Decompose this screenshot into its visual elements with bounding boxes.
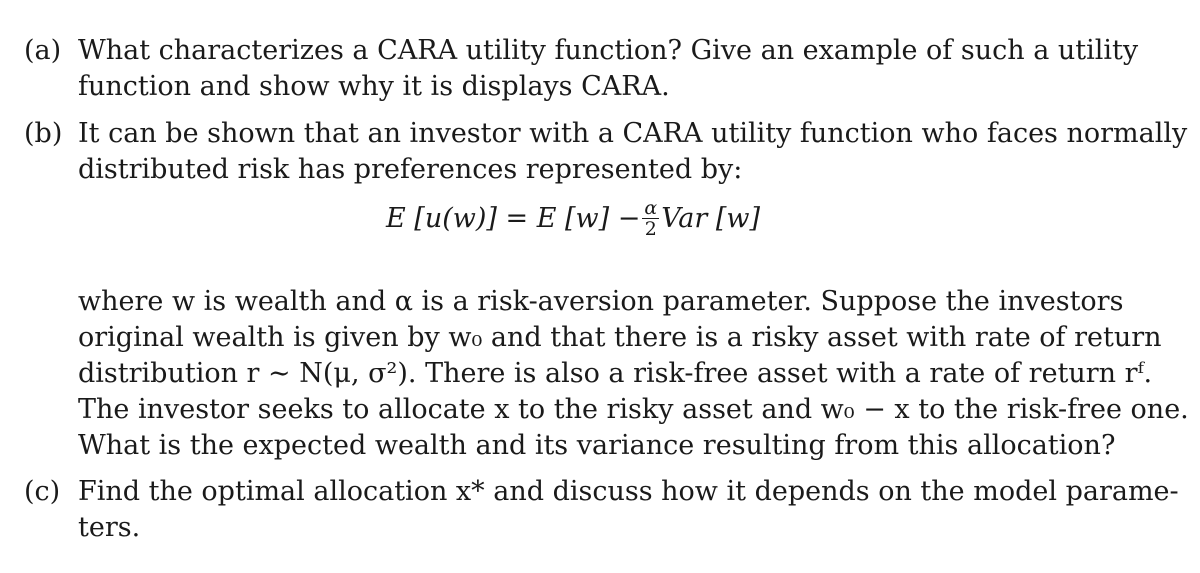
part-c-text <box>78 474 1179 546</box>
equation-rhs: Var [w] <box>661 202 761 234</box>
preference-equation <box>386 198 760 239</box>
part-a-text <box>78 33 1138 105</box>
equation-lhs: E [u(w)] = E [w] − <box>386 202 641 234</box>
fraction-denominator: 2 <box>644 218 657 240</box>
part-b-after-line-4: The investor seeks to allocate x to the risky asset and w₀ − x to the risk-free one. <box>78 394 1189 425</box>
part-b-label: (b) <box>24 118 63 149</box>
fraction-numerator: α <box>644 197 658 219</box>
equation-fraction <box>642 198 659 239</box>
part-b-after-line-3: distribution r ∼ N(μ, σ²). There is also a risk-free asset with a rate of return rᶠ. <box>78 358 1153 389</box>
part-b-after-line-2: original wealth is given by w₀ and that there is a risky asset with rate of return <box>78 322 1162 353</box>
part-c-line-1: Find the optimal allocation x* and discuss how it depends on the model parame- <box>78 476 1179 507</box>
part-b-after-text <box>78 284 1189 464</box>
part-a-line-1: What characterizes a CARA utility function? Give an example of such a utility <box>78 35 1139 66</box>
part-b-line-1: It can be shown that an investor with a CARA utility function who faces normally <box>78 118 1188 149</box>
part-b-after-line-5: What is the expected wealth and its variance resulting from this allocation? <box>78 430 1116 461</box>
part-b-after-line-1: where w is wealth and α is a risk-aversion parameter. Suppose the investors <box>78 286 1124 317</box>
part-b-line-2: distributed risk has preferences represented by: <box>78 154 743 185</box>
part-b-text <box>78 116 1188 188</box>
part-a-line-2: function and show why it is displays CARA. <box>78 71 670 102</box>
part-c-label: (c) <box>24 476 61 507</box>
part-c-line-2: ters. <box>78 512 141 543</box>
part-a-label: (a) <box>24 35 62 66</box>
